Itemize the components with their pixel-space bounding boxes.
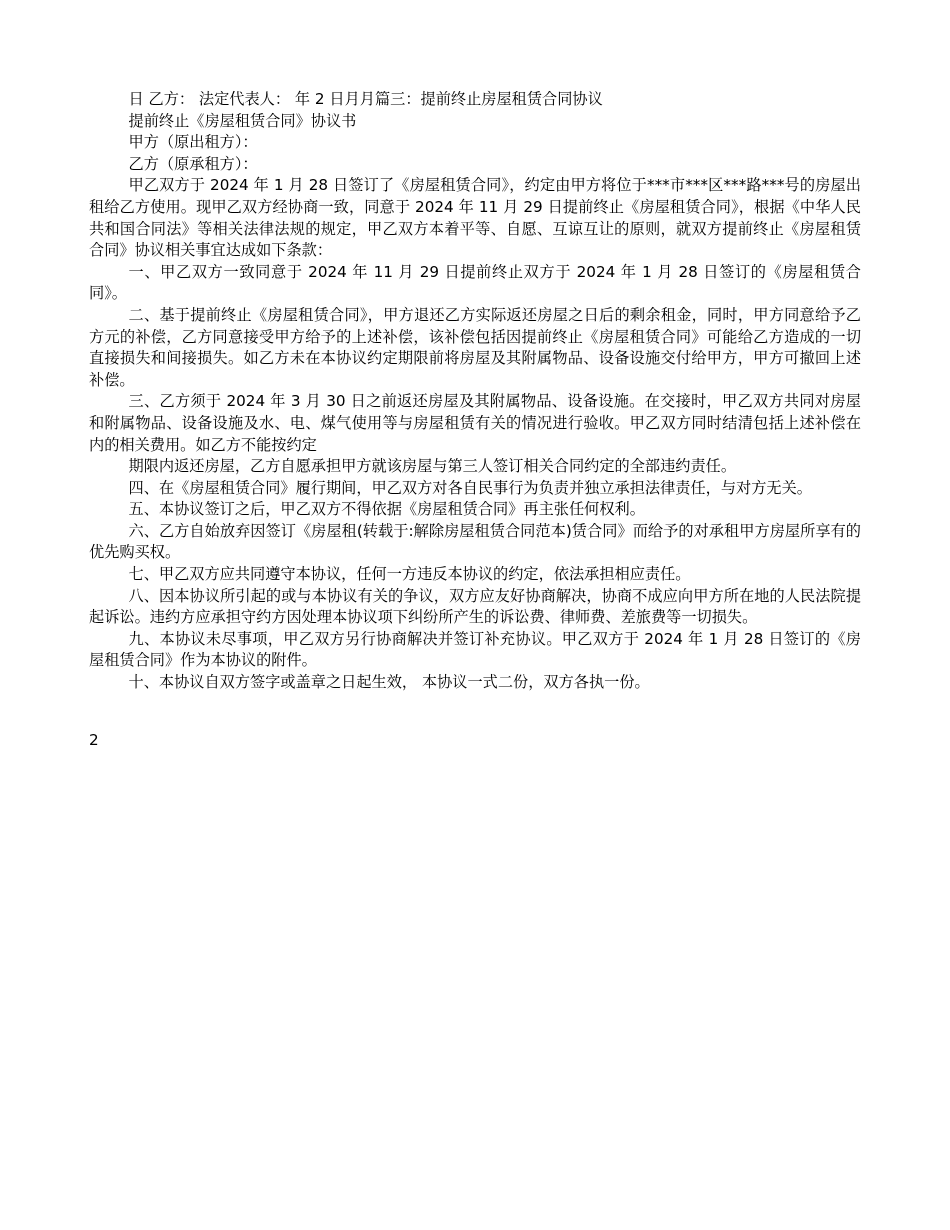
clause-1: 一、甲乙双方一致同意于 2024 年 11 月 29 日提前终止双方于 2024 年 1 月 28 日签订的《房屋租赁合同》。 bbox=[89, 262, 861, 303]
clause-9: 九、本协议未尽事项，甲乙双方另行协商解决并签订补充协议。甲乙双方于 2024 年 1 月 28 日签订的《房屋租赁合同》作为本协议的附件。 bbox=[89, 629, 861, 670]
clause-3-continuation: 期限内返还房屋，乙方自愿承担甲方就该房屋与第三人签订相关合同约定的全部违约责任。 bbox=[128, 457, 737, 476]
agreement-title: 提前终止《房屋租赁合同》协议书 bbox=[128, 111, 357, 130]
document-body bbox=[89, 89, 861, 694]
clause-8: 八、因本协议所引起的或与本协议有关的争议，双方应友好协商解决，协商不成应向甲方所在地的人民法院提起诉讼。违约方应承担守约方因处理本协议项下纠纷所产生的诉讼费、律师费、差旅费等一切损失。 bbox=[89, 586, 861, 627]
clause-3: 三、乙方须于 2024 年 3 月 30 日之前返还房屋及其附属物品、设备设施。在交接时，甲乙双方共同对房屋和附属物品、设备设施及水、电、煤气使用等与房屋租赁有关的情况进行验收。甲乙双方同时结清包括上述补偿在内的相关费用。如乙方不能按约定 bbox=[89, 392, 861, 454]
clause-4: 四、在《房屋租赁合同》履行期间，甲乙双方对各自民事行为负责并独立承担法律责任，与对方无关。 bbox=[128, 478, 812, 497]
party-b-line: 乙方（原承租方）： bbox=[128, 154, 258, 173]
clause-6: 六、乙方自始放弃因签订《房屋租(转载于:解除房屋租赁合同范本)赁合同》而给予的对承租甲方房屋所享有的优先购买权。 bbox=[89, 521, 861, 562]
clause-7: 七、甲乙双方应共同遵守本协议，任何一方违反本协议的约定，依法承担相应责任。 bbox=[128, 565, 691, 584]
preamble-paragraph: 甲乙双方于 2024 年 1 月 28 日签订了《房屋租赁合同》，约定由甲方将位于***市***区***路***号的房屋出租给乙方使用。现甲乙双方经协商一致，同意于 2024 年 11 月 29 日提前终止《房屋租赁合同》，根据《中华人民共和国合同法》等相关法律法规的规定，甲乙双方本着平等、自愿、互谅互让的原则，就双方提前终止《房屋租赁合同》协议相关事宜达成如下条款： bbox=[89, 176, 861, 260]
header-fragment-line: 日 乙方： 法定代表人： 年 2 日月月篇三：提前终止房屋租赁合同协议 bbox=[128, 90, 603, 108]
clause-5: 五、本协议签订之后，甲乙双方不得依据《房屋租赁合同》再主张任何权利。 bbox=[128, 500, 645, 519]
clause-2: 二、基于提前终止《房屋租赁合同》，甲方退还乙方实际返还房屋之日后的剩余租金，同时，甲方同意给予乙方元的补偿，乙方同意接受甲方给予的上述补偿，该补偿包括因提前终止《房屋租赁合同》可能给乙方造成的一切直接损失和间接损失。如乙方未在本协议约定期限前将房屋及其附属物品、设备设施交付给甲方，甲方可撤回上述补偿。 bbox=[89, 305, 861, 389]
clause-10: 十、本协议自双方签字或盖章之日起生效， 本协议一式二份，双方各执一份。 bbox=[128, 673, 650, 692]
page-number: 2 bbox=[89, 731, 99, 749]
party-a-line: 甲方（原出租方）： bbox=[128, 133, 258, 152]
